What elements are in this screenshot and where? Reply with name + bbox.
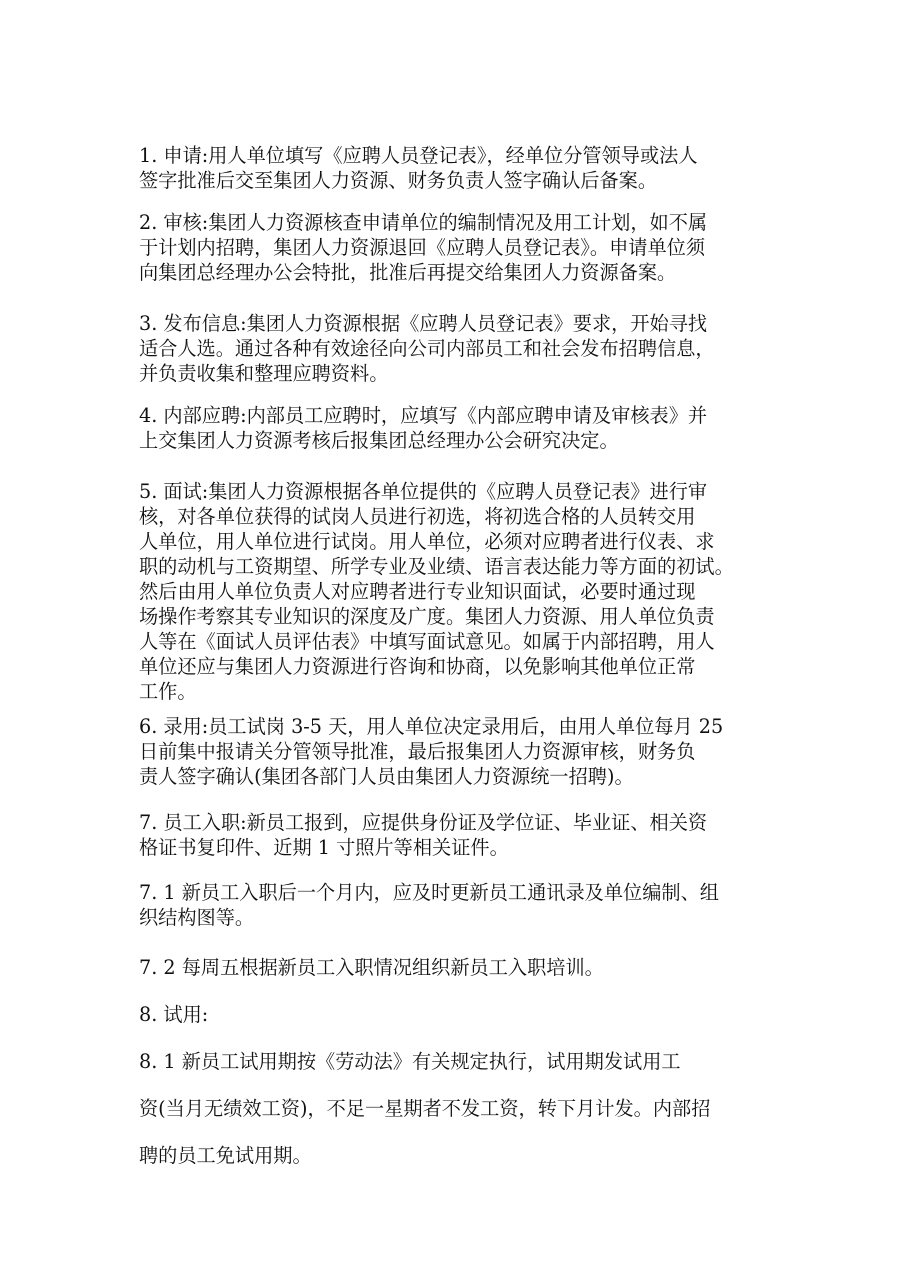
paragraph-7-1-update-records bbox=[139, 880, 779, 930]
text-line: 单位还应与集团人力资源进行咨询和协商，以免影响其他单位正常 bbox=[139, 655, 696, 678]
text-line: 并负责收集和整理应聘资料。 bbox=[139, 362, 389, 385]
text-line: 4. 内部应聘:内部员工应聘时，应填写《内部应聘申请及审核表》并 bbox=[139, 404, 708, 427]
text-line: 人单位，用人单位进行试岗。用人单位，必须对应聘者进行仪表、求 bbox=[139, 530, 715, 553]
text-line: 5. 面试:集团人力资源根据各单位提供的《应聘人员登记表》进行审 bbox=[139, 480, 708, 503]
paragraph-1-application bbox=[139, 143, 779, 193]
paragraph-7-2-training bbox=[139, 955, 779, 980]
text-line: 工作。 bbox=[139, 680, 197, 703]
paragraph-8-probation bbox=[139, 1002, 779, 1027]
text-line: 1. 申请:用人单位填写《应聘人员登记表》，经单位分管领导或法人 bbox=[139, 144, 698, 167]
text-line: 人等在《面试人员评估表》中填写面试意见。如属于内部招聘，用人 bbox=[139, 630, 715, 653]
paragraph-2-review bbox=[139, 210, 779, 285]
text-line: 签字批准后交至集团人力资源、财务负责人签字确认后备案。 bbox=[139, 169, 658, 192]
text-line: 日前集中报请关分管领导批准，最后报集团人力资源审核，财务负 bbox=[139, 740, 696, 763]
text-line: 8. 试用: bbox=[139, 1003, 209, 1026]
text-line: 于计划内招聘，集团人力资源退回《应聘人员登记表》。申请单位须 bbox=[139, 236, 706, 259]
paragraph-7-onboarding bbox=[139, 810, 779, 860]
text-line: 然后由用人单位负责人对应聘者进行专业知识面试，必要时通过现 bbox=[139, 580, 696, 603]
text-line: 7. 2 每周五根据新员工入职情况组织新员工入职培训。 bbox=[139, 956, 604, 979]
text-line: 聘的员工免试用期。 bbox=[139, 1144, 312, 1167]
text-line: 7. 员工入职:新员工报到，应提供身份证及学位证、毕业证、相关资 bbox=[139, 811, 708, 834]
paragraph-8-1-continued-2 bbox=[139, 1143, 779, 1168]
text-line: 责人签字确认(集团各部门人员由集团人力资源统一招聘)。 bbox=[139, 765, 634, 788]
paragraph-6-hiring bbox=[139, 714, 779, 789]
text-line: 格证书复印件、近期 1 寸照片等相关证件。 bbox=[139, 836, 509, 859]
text-line: 上交集团人力资源考核后报集团总经理办公会研究决定。 bbox=[139, 429, 619, 452]
text-line: 6. 录用:员工试岗 3-5 天，用人单位决定录用后，由用人单位每月 25 bbox=[139, 715, 724, 738]
paragraph-3-publish-info bbox=[139, 311, 779, 386]
text-line: 向集团总经理办公会特批，批准后再提交给集团人力资源备案。 bbox=[139, 261, 677, 284]
text-line: 职的动机与工资期望、所学专业及业绩、语言表达能力等方面的初试。 bbox=[139, 555, 734, 578]
text-line: 3. 发布信息:集团人力资源根据《应聘人员登记表》要求，开始寻找 bbox=[139, 312, 708, 335]
paragraph-4-internal-application bbox=[139, 403, 779, 453]
text-line: 场操作考察其专业知识的深度及广度。集团人力资源、用人单位负责 bbox=[139, 605, 715, 628]
text-line: 7. 1 新员工入职后一个月内，应及时更新员工通讯录及单位编制、组 bbox=[139, 881, 719, 904]
text-line: 8. 1 新员工试用期按《劳动法》有关规定执行，试用期发试用工 bbox=[139, 1050, 681, 1073]
text-line: 资(当月无绩效工资)，不足一星期者不发工资，转下月计发。内部招 bbox=[139, 1097, 711, 1120]
text-line: 2. 审核:集团人力资源核查申请单位的编制情况及用工计划，如不属 bbox=[139, 211, 708, 234]
text-line: 织结构图等。 bbox=[139, 906, 255, 929]
text-line: 适合人选。通过各种有效途径向公司内部员工和社会发布招聘信息， bbox=[139, 337, 715, 360]
paragraph-8-1-continued-1 bbox=[139, 1096, 779, 1121]
paragraph-5-interview bbox=[139, 479, 779, 704]
text-line: 核，对各单位获得的试岗人员进行初选，将初选合格的人员转交用 bbox=[139, 505, 696, 528]
paragraph-8-1-probation-period bbox=[139, 1049, 779, 1074]
